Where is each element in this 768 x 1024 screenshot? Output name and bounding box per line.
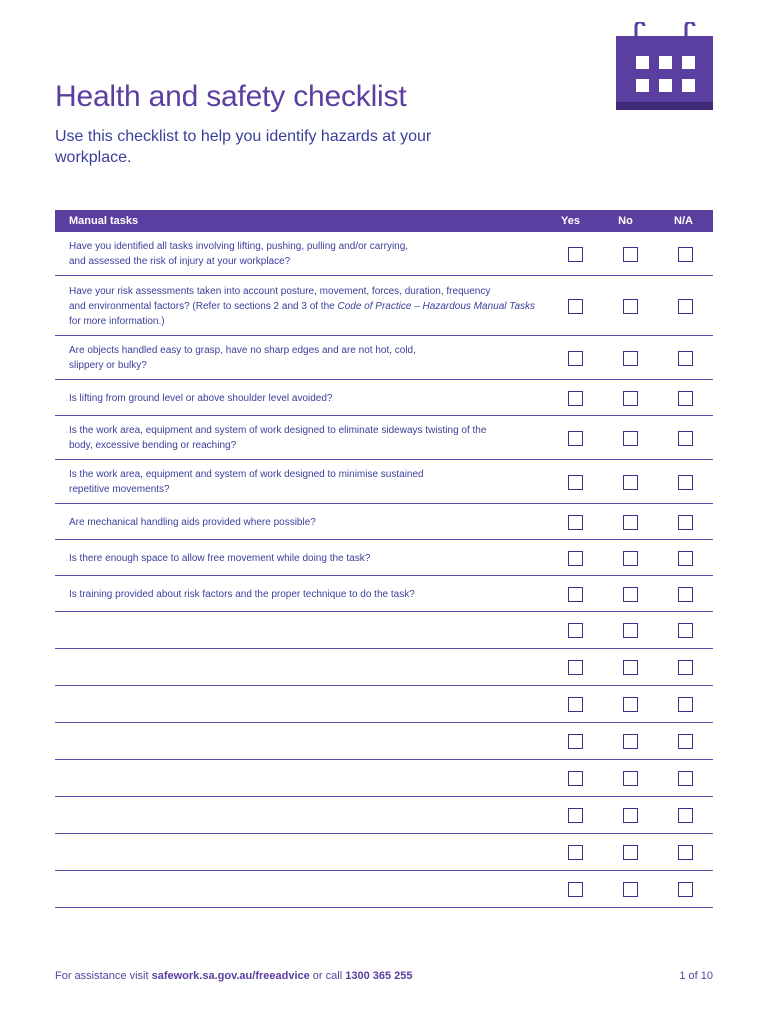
checkbox-na[interactable] xyxy=(678,551,693,566)
checkbox-yes[interactable] xyxy=(568,475,583,490)
checkbox-yes[interactable] xyxy=(568,587,583,602)
checkbox-no[interactable] xyxy=(623,660,638,675)
checklist-row xyxy=(55,797,713,834)
checklist-row xyxy=(55,723,713,760)
checkbox-no[interactable] xyxy=(623,734,638,749)
checkbox-na[interactable] xyxy=(678,475,693,490)
checkbox-na[interactable] xyxy=(678,808,693,823)
question-line: and assessed the risk of injury at your workplace? xyxy=(69,256,291,267)
checkbox-no[interactable] xyxy=(623,697,638,712)
question-text xyxy=(69,239,539,269)
checkbox-na[interactable] xyxy=(678,882,693,897)
checklist-row xyxy=(55,576,713,612)
checklist-header xyxy=(55,210,713,232)
question-line: and environmental factors? (Refer to sections 2 and 3 of the xyxy=(69,301,338,312)
question-line: Have you identified all tasks involving lifting, pushing, pulling and/or carrying, xyxy=(69,241,409,252)
question-text xyxy=(69,391,539,406)
checkbox-yes[interactable] xyxy=(568,551,583,566)
checkbox-yes[interactable] xyxy=(568,660,583,675)
checkbox-no[interactable] xyxy=(623,808,638,823)
question-text xyxy=(69,587,539,602)
question-line: Code of Practice – Hazardous Manual Tasks xyxy=(337,301,536,312)
column-yes: Yes xyxy=(561,215,580,227)
checkbox-no[interactable] xyxy=(623,882,638,897)
checklist-row xyxy=(55,540,713,576)
question-line: Is training provided about risk factors and the proper technique to do the task? xyxy=(69,589,415,600)
checkbox-yes[interactable] xyxy=(568,247,583,262)
checklist-row xyxy=(55,760,713,797)
question-line: for more information.) xyxy=(69,316,165,327)
checkbox-na[interactable] xyxy=(678,299,693,314)
question-text xyxy=(69,343,539,373)
checkbox-no[interactable] xyxy=(623,587,638,602)
footer-link[interactable]: safework.sa.gov.au/freeadvice xyxy=(151,970,310,982)
checkbox-na[interactable] xyxy=(678,623,693,638)
question-text xyxy=(69,423,539,453)
footer-prefix: For assistance visit xyxy=(55,970,152,982)
checkbox-no[interactable] xyxy=(623,391,638,406)
checkbox-no[interactable] xyxy=(623,771,638,786)
question-line: Is the work area, equipment and system of work designed to minimise sustained xyxy=(69,469,424,480)
checkbox-no[interactable] xyxy=(623,299,638,314)
footer-middle: or call xyxy=(309,970,346,982)
checkbox-yes[interactable] xyxy=(568,515,583,530)
checkbox-yes[interactable] xyxy=(568,623,583,638)
checklist-row xyxy=(55,834,713,871)
calendar-icon xyxy=(616,22,713,110)
checkbox-no[interactable] xyxy=(623,551,638,566)
question-line: Is the work area, equipment and system of work designed to eliminate sideways twisting of the xyxy=(69,425,487,436)
question-text xyxy=(69,467,539,497)
checkbox-no[interactable] xyxy=(623,623,638,638)
checkbox-na[interactable] xyxy=(678,697,693,712)
checkbox-yes[interactable] xyxy=(568,882,583,897)
checklist-row xyxy=(55,871,713,908)
checkbox-na[interactable] xyxy=(678,734,693,749)
checkbox-yes[interactable] xyxy=(568,351,583,366)
checklist-row xyxy=(55,649,713,686)
question-text xyxy=(69,284,539,329)
checkbox-no[interactable] xyxy=(623,247,638,262)
question-line: body, excessive bending or reaching? xyxy=(69,440,237,451)
checkbox-no[interactable] xyxy=(623,475,638,490)
checklist-row xyxy=(55,686,713,723)
checkbox-no[interactable] xyxy=(623,351,638,366)
column-no: No xyxy=(618,215,633,227)
checkbox-na[interactable] xyxy=(678,771,693,786)
checkbox-yes[interactable] xyxy=(568,734,583,749)
question-line: Have your risk assessments taken into account posture, movement, forces, duration, frequency xyxy=(69,286,491,297)
checkbox-no[interactable] xyxy=(623,515,638,530)
checklist-row xyxy=(55,612,713,649)
checkbox-na[interactable] xyxy=(678,351,693,366)
checkbox-na[interactable] xyxy=(678,431,693,446)
question-line: Is there enough space to allow free movement while doing the task? xyxy=(69,553,371,564)
question-line: repetitive movements? xyxy=(69,484,170,495)
page-number: 1 of 10 xyxy=(679,970,713,982)
checkbox-no[interactable] xyxy=(623,431,638,446)
checkbox-yes[interactable] xyxy=(568,808,583,823)
column-na: N/A xyxy=(674,215,693,227)
page-subtitle: Use this checklist to help you identify hazards at your workplace. xyxy=(55,128,432,166)
checkbox-na[interactable] xyxy=(678,660,693,675)
question-line: Are objects handled easy to grasp, have no sharp edges and are not hot, cold, xyxy=(69,345,416,356)
checklist-row xyxy=(55,416,713,460)
checkbox-yes[interactable] xyxy=(568,845,583,860)
question-line: Are mechanical handling aids provided where possible? xyxy=(69,517,316,528)
checkbox-na[interactable] xyxy=(678,845,693,860)
checklist-row xyxy=(55,336,713,380)
checkbox-na[interactable] xyxy=(678,247,693,262)
checklist-row xyxy=(55,460,713,504)
checkbox-yes[interactable] xyxy=(568,391,583,406)
checkbox-yes[interactable] xyxy=(568,299,583,314)
question-text xyxy=(69,515,539,530)
checklist-row xyxy=(55,380,713,416)
checkbox-yes[interactable] xyxy=(568,771,583,786)
checkbox-na[interactable] xyxy=(678,515,693,530)
checklist-row xyxy=(55,504,713,540)
section-label: Manual tasks xyxy=(69,215,139,227)
manual-tasks-checklist xyxy=(55,210,713,908)
checkbox-na[interactable] xyxy=(678,391,693,406)
footer-assistance xyxy=(55,970,413,982)
question-line: Is lifting from ground level or above shoulder level avoided? xyxy=(69,393,333,404)
checkbox-yes[interactable] xyxy=(568,431,583,446)
page-title: Health and safety checklist xyxy=(55,80,407,113)
question-text xyxy=(69,551,539,566)
question-line: slippery or bulky? xyxy=(69,360,147,371)
footer-phone: 1300 365 255 xyxy=(345,970,413,982)
checkbox-na[interactable] xyxy=(678,587,693,602)
checklist-row xyxy=(55,232,713,276)
checkbox-no[interactable] xyxy=(623,845,638,860)
checklist-row xyxy=(55,276,713,336)
checkbox-yes[interactable] xyxy=(568,697,583,712)
